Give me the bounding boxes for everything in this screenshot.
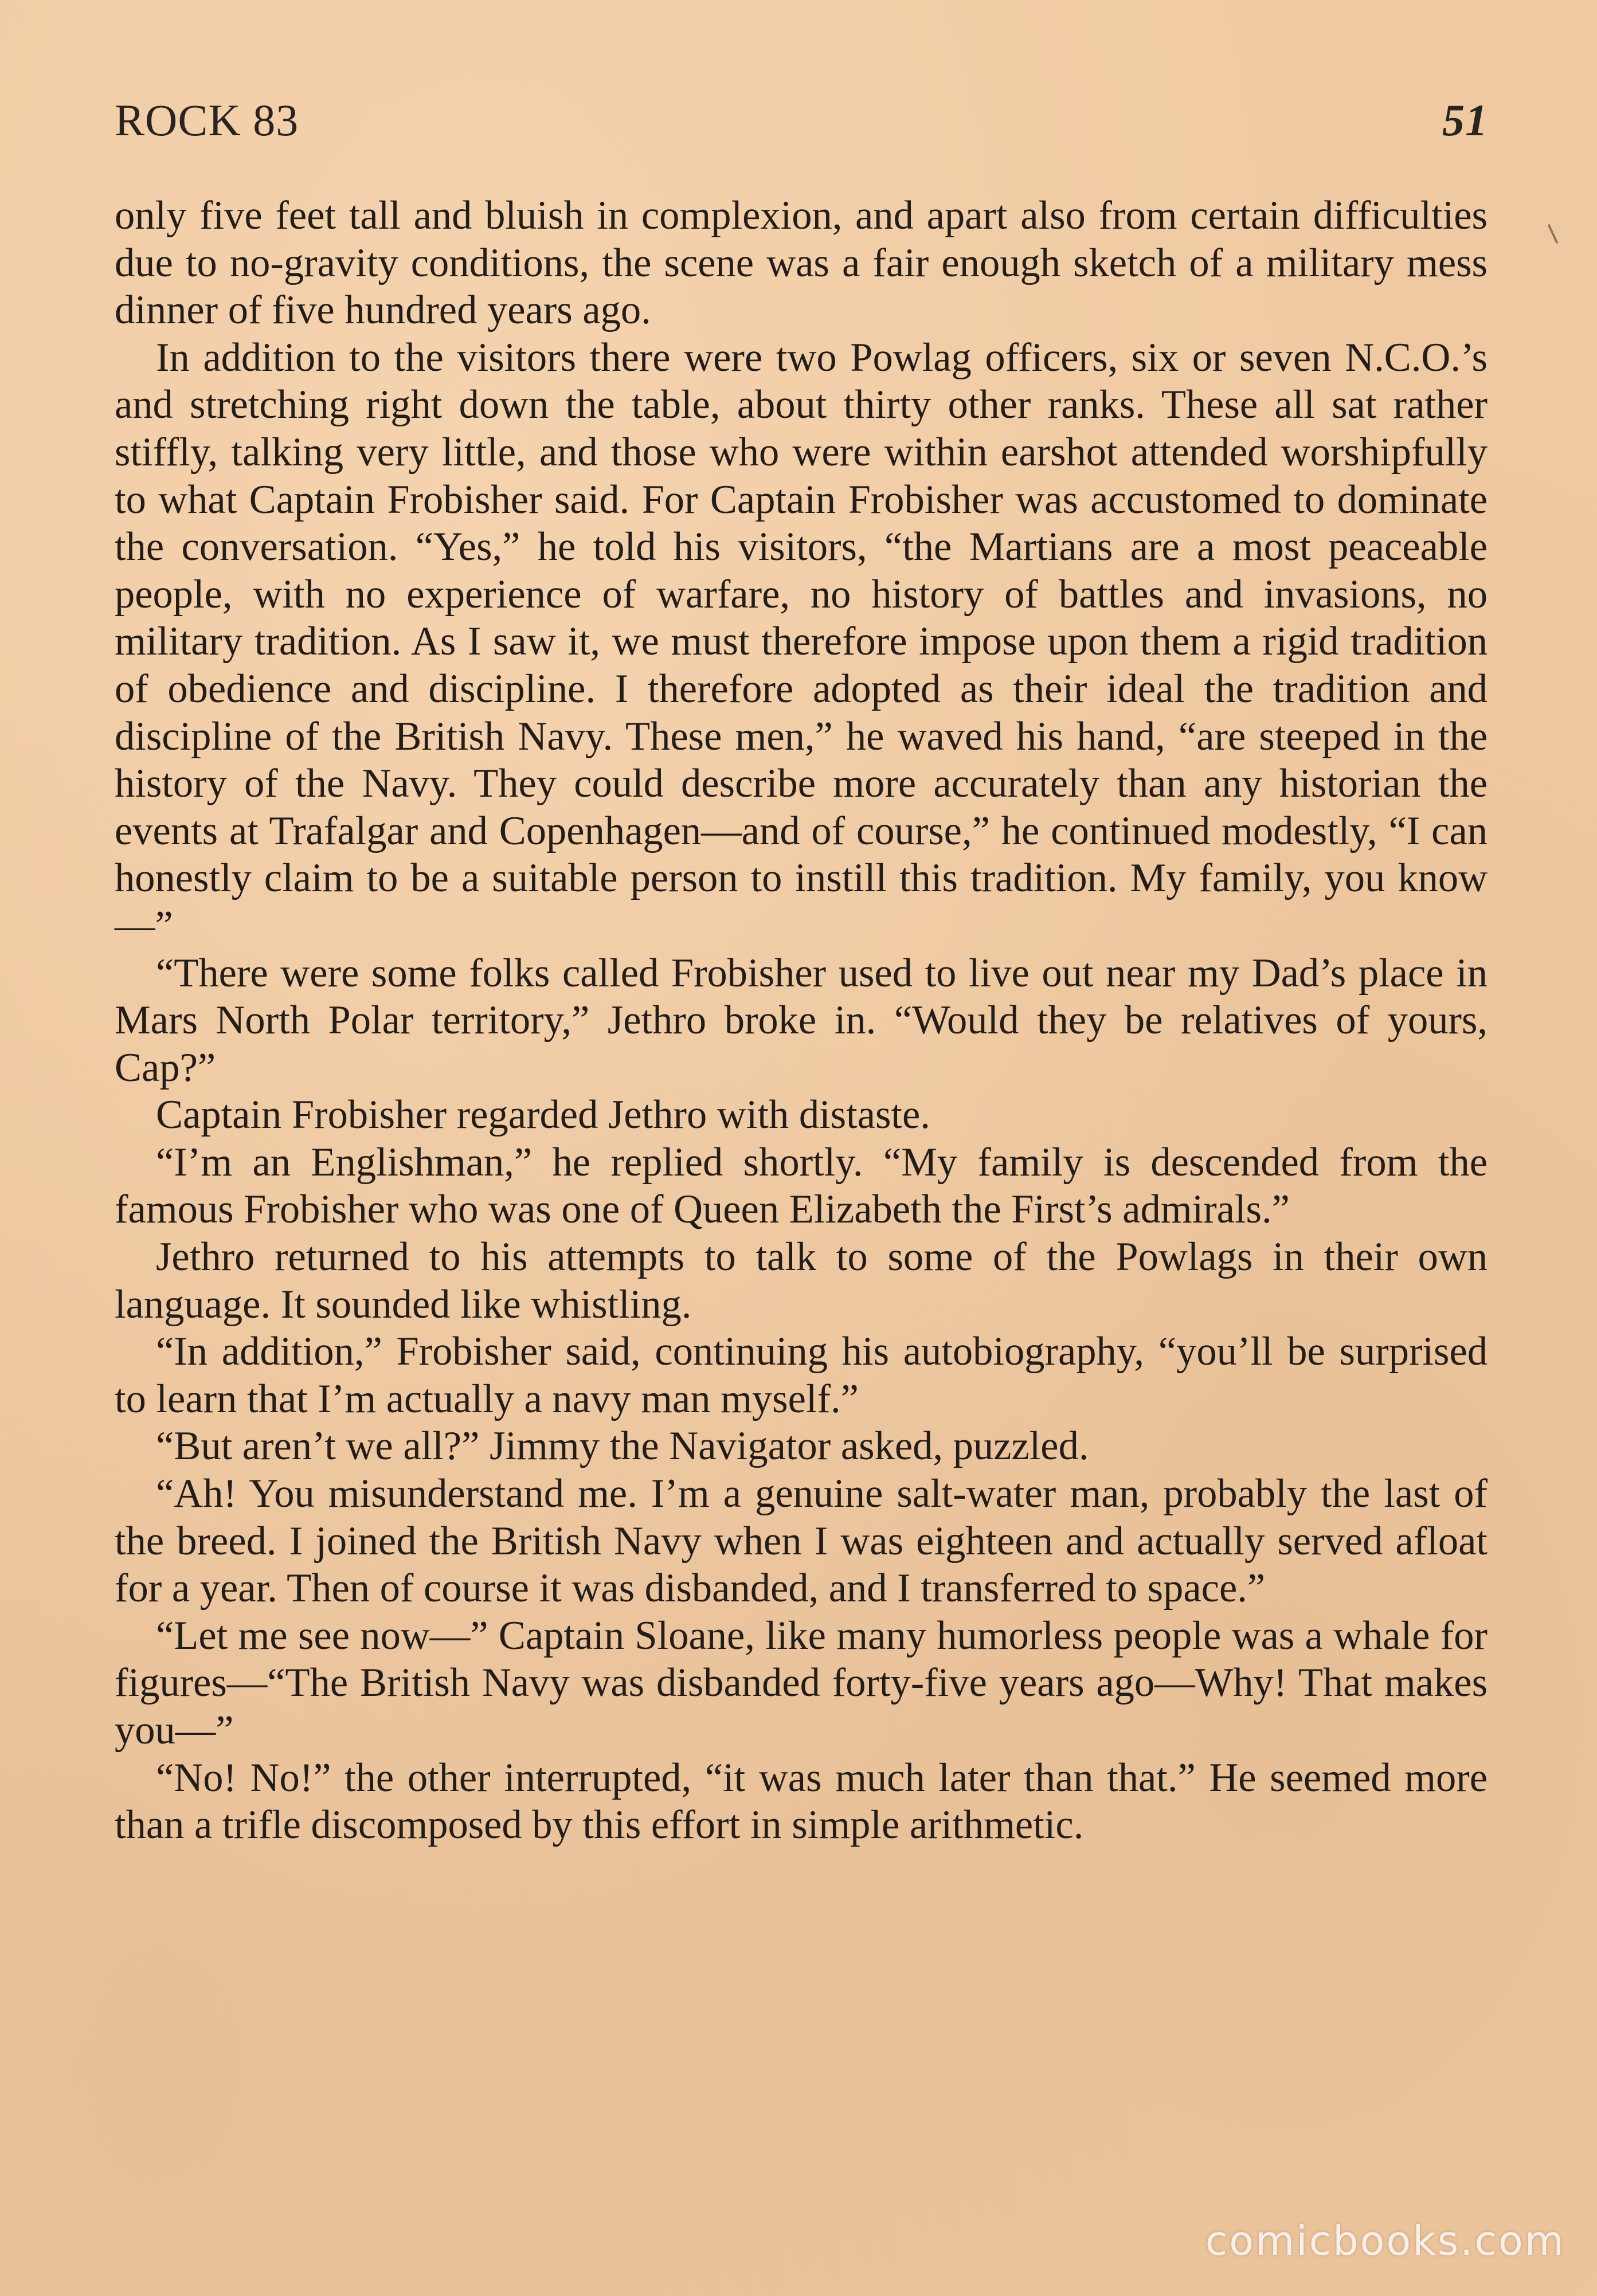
paragraph: Captain Frobisher regarded Jethro with distaste. (156, 1092, 930, 1138)
paragraph: “I’m an Englishman,” he replied shortly. “My family is descended from the famous Frobisher who was one of Queen Elizabeth the First’s admirals.” (115, 1139, 1488, 1232)
paragraph: “There were some folks called Frobisher used to live out near my Dad’s place in Mars North Polar territory,” Jethro broke in. “Would they be relatives of yours, Cap?” (115, 950, 1488, 1090)
body-text (115, 192, 1488, 1849)
paragraph: Jethro returned to his attempts to talk to some of the Powlags in their own language. It sounded like whistling. (115, 1235, 1488, 1327)
paragraph: “No! No!” the other interrupted, “it was much later than that.” He seemed more than a trifle discomposed by this effort in simple arithmetic. (115, 1755, 1488, 1848)
paragraph: “In addition,” Frobisher said, continuing his autobiography, “you’ll be surprised to learn that I’m actually a navy man myself.” (115, 1329, 1488, 1421)
paragraph: “Let me see now—” Captain Sloane, like many humorless people was a whale for figures—“The British Navy was disbanded forty-five years ago—Why! That makes you—” (115, 1613, 1488, 1753)
page-number: 51 (1442, 95, 1488, 145)
paragraph: “But aren’t we all?” Jimmy the Navigator asked, puzzled. (156, 1424, 1089, 1469)
paragraph: only five feet tall and bluish in complexion, and apart also from certain difficulties due to no-gravity conditions, the scene was a fair enough sketch of a military mess dinner of five hundred years ago. (115, 193, 1488, 333)
running-head-title: ROCK 83 (115, 95, 299, 145)
running-head (115, 95, 1488, 158)
paragraph: In addition to the visitors there were two Powlag officers, six or seven N.C.O.’s and stretching right down the table, about thirty other ranks. These all sat rather stiffly, talking very little, and those who were within earshot attended worshipfully to what Captain Frobisher said. For Captain Frobisher was accustomed to dominate the conversation. “Yes,” he told his visitors, “the Martians are a most peaceable people, with no experience of warfare, no history of battles and invasions, no military tradition. As I saw it, we must therefore impose upon them a rigid tradition of obedience and discipline. I therefore adopted as their ideal the tradition and discipline of the British Navy. These men,” he waved his hand, “are steeped in the history of the Navy. They could describe more accurately than any historian the events at Trafalgar and Copenhagen—and of course,” he continued modestly, “I can honestly claim to be a suitable person to instill this tradition. My family, you know—” (115, 335, 1488, 948)
paper-mark (1548, 224, 1559, 244)
paragraph: “Ah! You misunderstand me. I’m a genuine salt-water man, probably the last of the breed. I joined the British Navy when I was eighteen and actually served afloat for a year. Then of course it was disbanded, and I transferred to space.” (115, 1471, 1488, 1611)
watermark: comicbooks.com (1205, 2217, 1565, 2264)
